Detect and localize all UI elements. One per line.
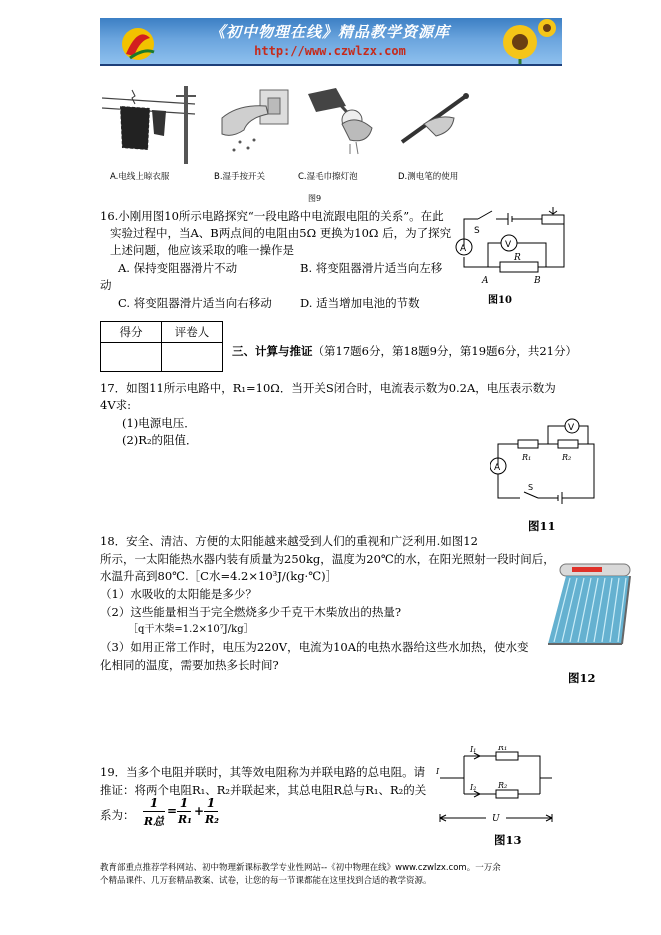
formula-num-r2: 1	[206, 796, 216, 810]
fig13-r2-label: R₂	[498, 781, 508, 790]
header-banner	[100, 18, 562, 64]
figure-9-illustrations	[100, 84, 480, 168]
logo-icon	[122, 28, 154, 60]
q17-sub-1: (1)电源电压．	[122, 416, 196, 430]
fig11-ammeter-label: A	[494, 463, 501, 473]
q16-option-d: D. 适当增加电池的节数	[300, 296, 420, 310]
q16-line-1: 16.小刚用图10所示电路探究“一段电路中电流跟电阻的关系”。在此	[100, 209, 444, 223]
grader-header: 评卷人	[162, 322, 223, 343]
q19-line-3: 系为：	[100, 808, 135, 822]
formula-den-r2: R₂	[205, 813, 219, 826]
sunflower-icon	[503, 19, 556, 64]
fig9-caption-a: A.电线上晾衣服	[110, 172, 170, 182]
figure-12-solar-heater	[542, 560, 632, 660]
footer-line-1: 教育部重点推荐学科网站、初中物理新课标教学专业性网站--《初中物理在线》www.czwlzx.com。一万余	[100, 863, 501, 873]
figure-10-circuit	[452, 203, 572, 287]
section-3-heading	[232, 343, 577, 360]
figure-11-circuit	[490, 416, 600, 512]
section-3-note: （第17题6分，第18题9分，第19题6分，共21分）	[312, 344, 577, 358]
score-table	[100, 321, 223, 372]
banner-url[interactable]: http://www.czwlzx.com	[254, 44, 406, 58]
test-pen-illustration	[402, 93, 469, 142]
q18-sub-1: （1）水吸收的太阳能是多少？	[100, 587, 257, 601]
score-header: 得分	[101, 322, 162, 343]
q18-sub-3-line-1: （3）如用正常工作时，电压为220V，电流为10A的电热水器给这些水加热，使水变	[100, 640, 529, 654]
fig10-point-a: A	[482, 276, 489, 286]
fig12-label: 图12	[568, 671, 596, 685]
banner-divider	[100, 64, 562, 66]
fig11-switch-label: S	[528, 483, 534, 492]
wet-hand-switch-illustration	[222, 90, 288, 152]
fig9-caption-b: B.湿手按开关	[214, 172, 266, 182]
formula-den-r1: R₁	[178, 813, 192, 826]
q17-line-1: 17．如图11所示电路中，R₁=10Ω．当开关S闭合时，电流表示数为0.2A，电压表示数为	[100, 381, 556, 395]
q16-option-b: B. 将变阻器滑片适当向左移	[300, 261, 443, 275]
q18-sub-3-line-2: 化相同的温度，需要加热多长时间?	[100, 658, 279, 672]
fig13-label: 图13	[494, 833, 522, 847]
banner-title: 《初中物理在线》精品教学资源库	[209, 23, 450, 41]
solar-water-heater-illustration	[548, 564, 630, 644]
fig9-label: 图9	[308, 194, 322, 203]
formula-equals: =	[167, 804, 178, 818]
q19-line-2: 推证：将两个电阻R₁、R₂并联起来，其总电阻R总与R₁、R₂的关	[100, 783, 427, 797]
fig10-switch-label: S	[474, 226, 480, 236]
fig11-r1-label: R₁	[522, 453, 532, 462]
q18-line-3: 水温升高到80℃.［C水=4.2×10³J/(kg·℃)］	[100, 569, 338, 583]
figure-13-circuit	[436, 746, 556, 830]
fig9-caption-d: D.测电笔的使用	[398, 172, 459, 182]
fig11-label: 图11	[528, 519, 556, 533]
q16-line-2: 实验过程中，当A、B两点间的电阻由5Ω 更换为10Ω 后，为了探究	[110, 226, 452, 240]
fig13-voltage-u: U	[492, 814, 500, 824]
fig9-caption-c: C.湿毛巾擦灯泡	[298, 172, 358, 182]
q17-line-2: 4V求:	[100, 398, 131, 412]
grader-cell[interactable]	[162, 343, 223, 372]
q18-sub-2: （2）这些能量相当于完全燃烧多少千克干木柴放出的热量?	[100, 605, 401, 619]
q16-option-a: A. 保持变阻器滑片不动	[118, 261, 238, 275]
fig13-current-i2: I₂	[470, 783, 477, 792]
fig10-point-b: B	[534, 276, 541, 286]
formula-num-r1: 1	[179, 796, 189, 810]
section-3-title: 三、计算与推证	[232, 344, 313, 358]
formula-num-total: 1	[149, 796, 159, 810]
q18-line-1: 18．安全、清洁、方便的太阳能越来越受到人们的重视和广泛利用.如图12	[100, 534, 478, 548]
q16-option-c: C. 将变阻器滑片适当向右移动	[118, 296, 272, 310]
fig10-ammeter-label: A	[460, 244, 467, 254]
score-cell[interactable]	[101, 343, 162, 372]
fig13-r1-label: R₁	[498, 746, 508, 752]
q18-line-2: 所示，一太阳能热水器内装有质量为250kg，温度为20℃的水，在阳光照射一段时间后，	[100, 552, 555, 566]
clothes-on-wire-illustration	[102, 86, 196, 164]
footer-line-2: 个精品课件、几万套精品教案、试卷，让您的每一节课都能在这里找到合适的教学资源。	[100, 876, 432, 886]
formula-plus: +	[194, 804, 205, 818]
fig11-r2-label: R₂	[562, 453, 572, 462]
fig13-current-i1: I₁	[470, 746, 477, 754]
wiping-bulb-illustration	[308, 88, 372, 154]
fig10-label: 图10	[488, 295, 512, 306]
fig10-voltmeter-label: V	[505, 240, 512, 250]
fig10-resistor-label: R	[514, 253, 521, 263]
q18-sub-2-note: ［q干木柴=1.2×10⁷J/kg］	[128, 624, 254, 635]
fig11-voltmeter-label: V	[568, 423, 575, 433]
q17-sub-2: (2)R₂的阻值．	[122, 433, 198, 447]
q16-option-b-cont: 动	[100, 278, 112, 292]
fig13-current-i: I	[436, 767, 440, 776]
q16-line-3: 上述问题，他应该采取的唯一操作是	[110, 243, 294, 257]
q19-line-1: 19．当多个电阻并联时，其等效电阻称为并联电路的总电阻。请	[100, 765, 426, 779]
formula-den-total: R总	[143, 815, 165, 828]
